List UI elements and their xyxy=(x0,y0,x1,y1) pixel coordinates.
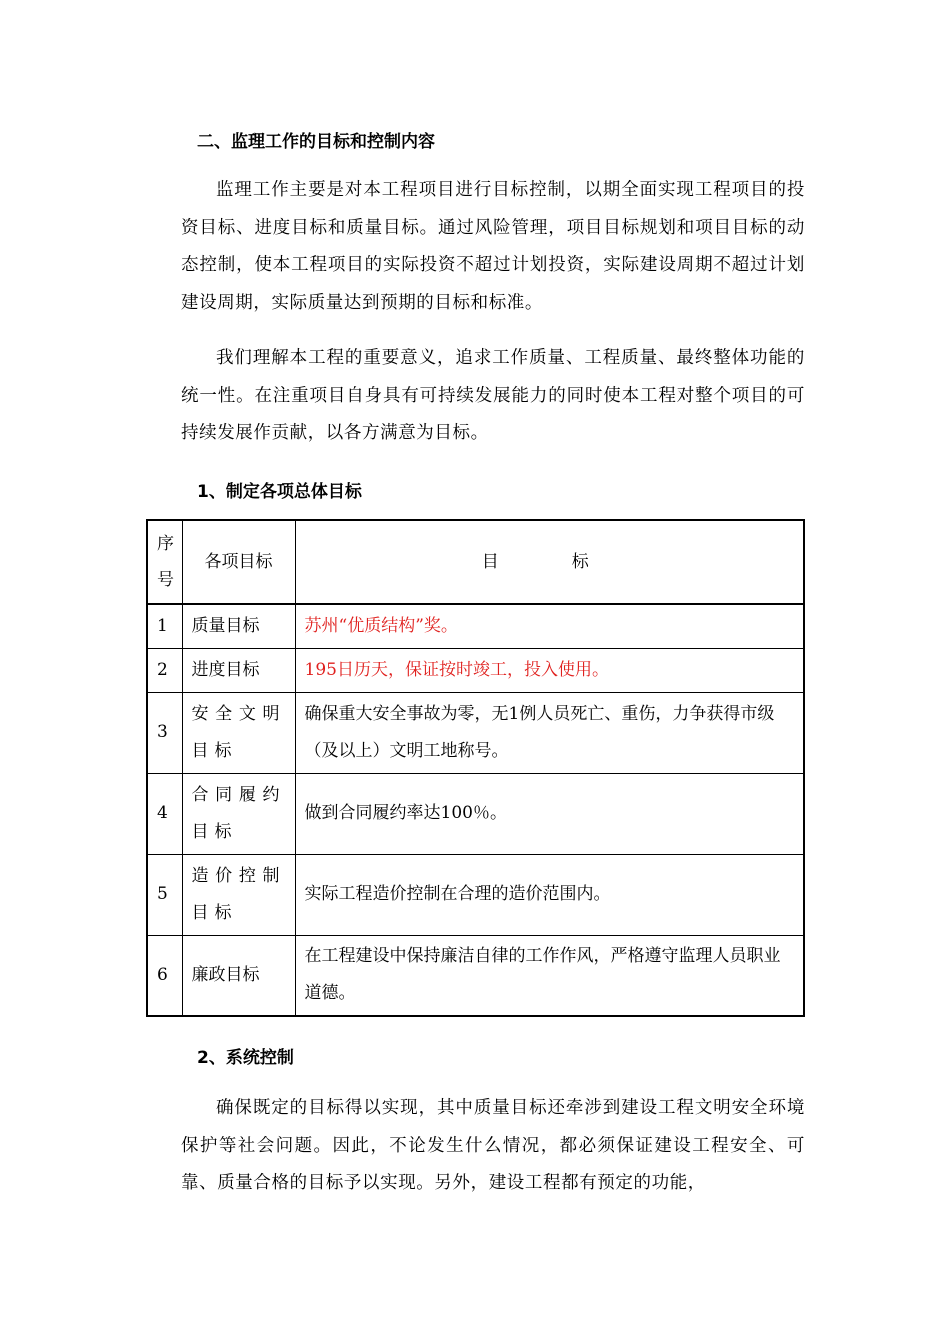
header-goal: 目 标 xyxy=(295,520,804,604)
row-item: 造价控制目标 xyxy=(182,854,295,935)
header-item: 各项目标 xyxy=(182,520,295,604)
table-row xyxy=(147,692,804,773)
intro-paragraph-2: 我们理解本工程的重要意义，追求工作质量、工程质量、最终整体功能的统一性。在注重项目自身具有可持续发展能力的同时使本工程对整个项目的可持续发展作贡献，以各方满意为目标。 xyxy=(181,348,805,443)
subsection-1-title: 1、制定各项总体目标 xyxy=(197,482,362,502)
section-title: 二、监理工作的目标和控制内容 xyxy=(197,132,435,152)
row-number: 4 xyxy=(147,773,182,854)
table-row xyxy=(147,854,804,935)
row-number: 5 xyxy=(147,854,182,935)
row-number: 6 xyxy=(147,935,182,1016)
table-row xyxy=(147,935,804,1016)
row-goal: 在工程建设中保持廉洁自律的工作作风，严格遵守监理人员职业道德。 xyxy=(295,935,804,1016)
table-row xyxy=(147,604,804,648)
row-item: 进度目标 xyxy=(182,648,295,692)
table-row xyxy=(147,648,804,692)
row-item: 质量目标 xyxy=(182,604,295,648)
row-goal: 195日历天，保证按时竣工，投入使用。 xyxy=(295,648,804,692)
intro-paragraph-1: 监理工作主要是对本工程项目进行目标控制，以期全面实现工程项目的投资目标、进度目标和质量目标。通过风险管理，项目目标规划和项目目标的动态控制，使本工程项目的实际投资不超过计划投资，实际建设周期不超过计划建设周期，实际质量达到预期的目标和标准。 xyxy=(181,180,805,313)
row-goal: 确保重大安全事故为零，无1例人员死亡、重伤，力争获得市级（及以上）文明工地称号。 xyxy=(295,692,804,773)
goals-table xyxy=(146,519,805,1017)
row-goal: 做到合同履约率达100％。 xyxy=(295,773,804,854)
closing-paragraph: 确保既定的目标得以实现，其中质量目标还牵涉到建设工程文明安全环境保护等社会问题。因此，不论发生什么情况，都必须保证建设工程安全、可靠、质量合格的目标予以实现。另外，建设工程都有预定的功能， xyxy=(181,1098,805,1193)
subsection-2-title: 2、系统控制 xyxy=(197,1048,294,1068)
row-goal: 实际工程造价控制在合理的造价范围内。 xyxy=(295,854,804,935)
table-header-row xyxy=(147,520,804,604)
table-row xyxy=(147,773,804,854)
row-number: 2 xyxy=(147,648,182,692)
row-number: 3 xyxy=(147,692,182,773)
row-item: 安全文明目标 xyxy=(182,692,295,773)
row-item: 合同履约目标 xyxy=(182,773,295,854)
row-item: 廉政目标 xyxy=(182,935,295,1016)
row-goal: 苏州“优质结构”奖。 xyxy=(295,604,804,648)
header-number: 序号 xyxy=(147,520,182,604)
row-number: 1 xyxy=(147,604,182,648)
